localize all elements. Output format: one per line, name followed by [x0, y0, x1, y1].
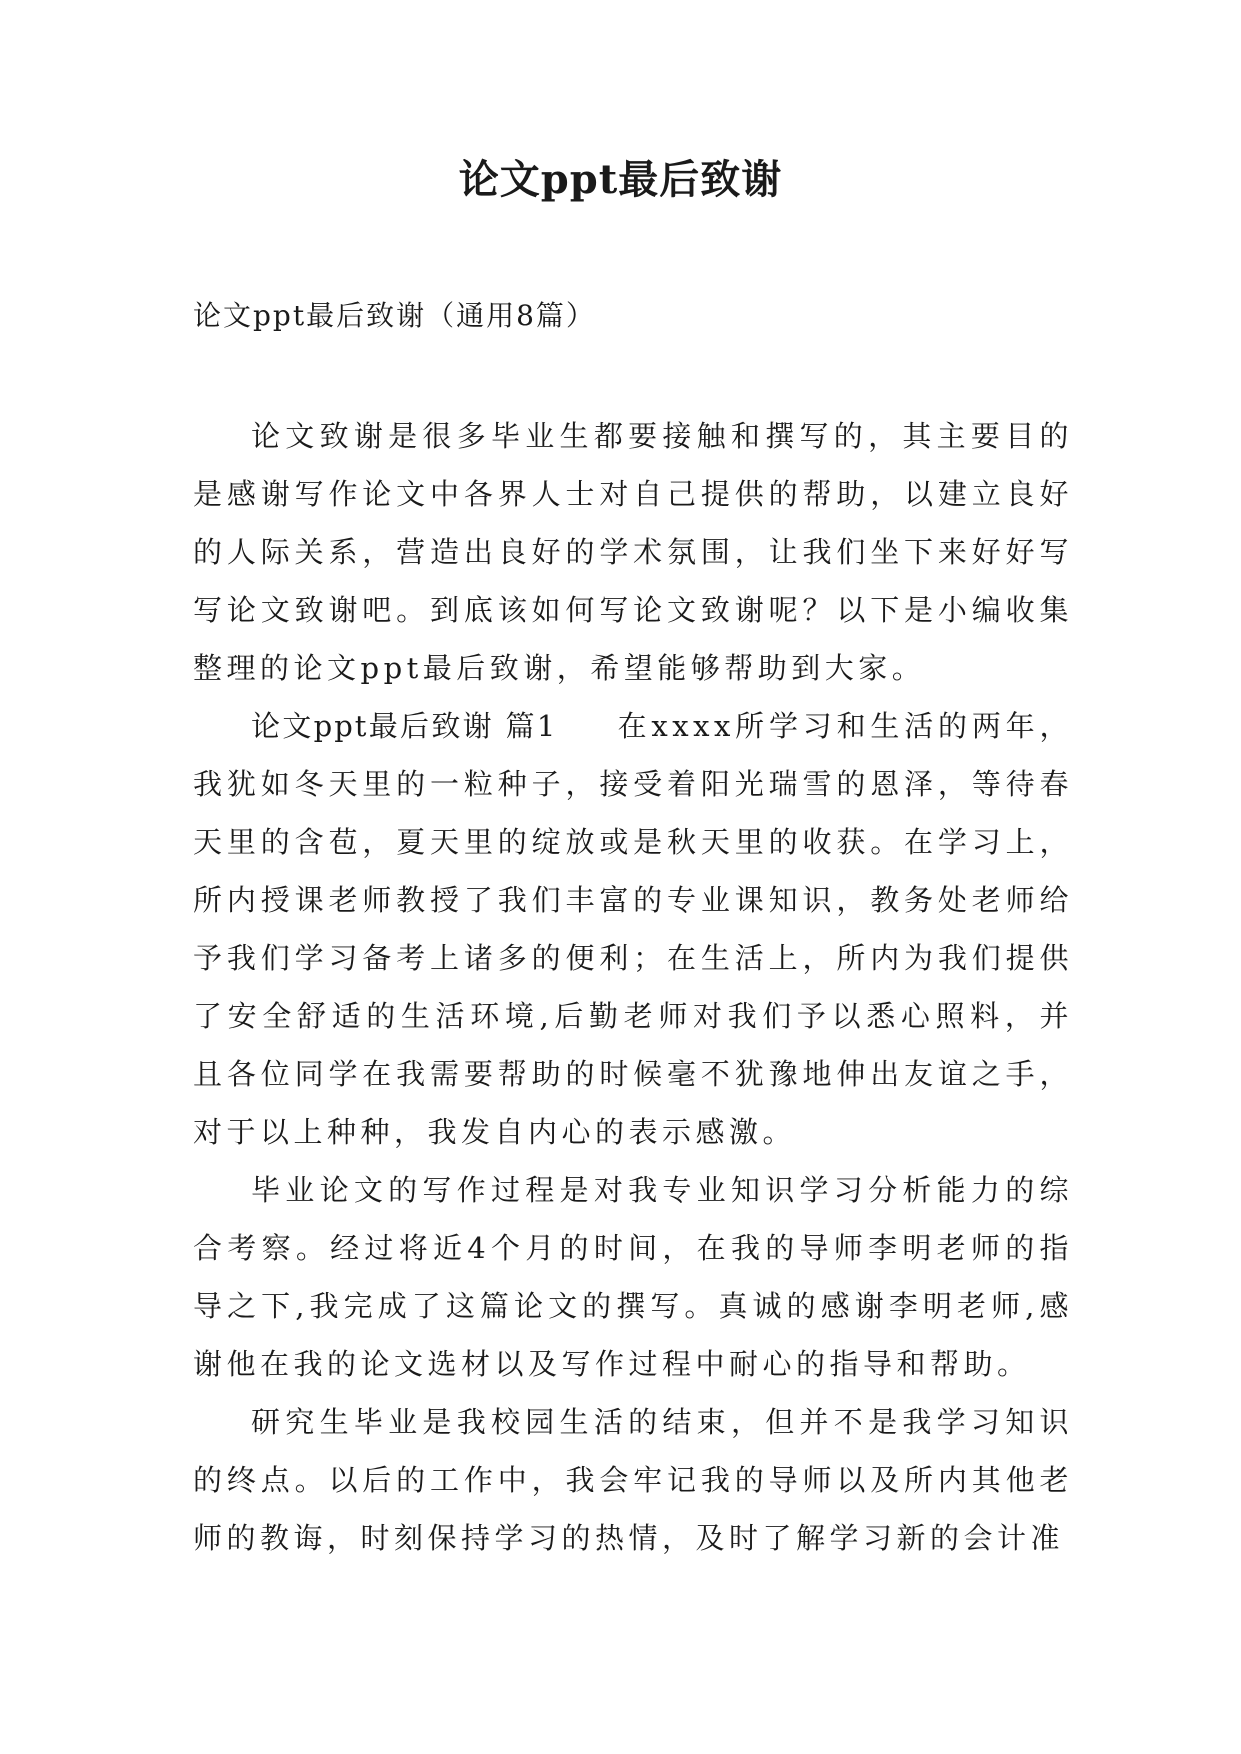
section-1-paragraph-1-text: 在xxxx所学习和生活的两年，我犹如冬天里的一粒种子，接受着阳光瑞雪的恩泽，等待春天里的含苞，夏天里的绽放或是秋天里的收获。在学习上，所内授课老师教授了我们丰富的专业课知识，教务处老师给予我们学习备考上诸多的便利；在生活上，所内为我们提供了安全舒适的生活环境,后勤老师对我们予以悉心照料，并且各位同学在我需要帮助的时候毫不犹豫地伸出友谊之手，对于以上种种，我发自内心的表示感激。 — [193, 709, 1074, 1149]
document-title: 论文ppt最后致谢 — [458, 156, 783, 203]
document-subtitle: 论文ppt最后致谢（通用8篇） — [193, 299, 596, 332]
section-1-heading: 论文ppt最后致谢 篇1 — [251, 709, 558, 743]
section-1-paragraph-2: 毕业论文的写作过程是对我专业知识学习分析能力的综合考察。经过将近4个月的时间，在我的导师李明老师的指导之下,我完成了这篇论文的撰写。真诚的感谢李明老师,感谢他在我的论文选材以及写作过程中耐心的指导和帮助。 — [193, 1173, 1073, 1381]
document-body — [193, 407, 1073, 1567]
section-1-paragraph-3: 研究生毕业是我校园生活的结束，但并不是我学习知识的终点。以后的工作中，我会牢记我的导师以及所内其他老师的教诲，时刻保持学习的热情，及时了解学习新的会计准 — [193, 1405, 1073, 1555]
intro-paragraph: 论文致谢是很多毕业生都要接触和撰写的，其主要目的是感谢写作论文中各界人士对自己提供的帮助，以建立良好的人际关系，营造出良好的学术氛围，让我们坐下来好好写写论文致谢吧。到底该如何写论文致谢呢？以下是小编收集整理的论文ppt最后致谢，希望能够帮助到大家。 — [193, 419, 1073, 685]
section-1-paragraph-1 — [193, 697, 1073, 1161]
